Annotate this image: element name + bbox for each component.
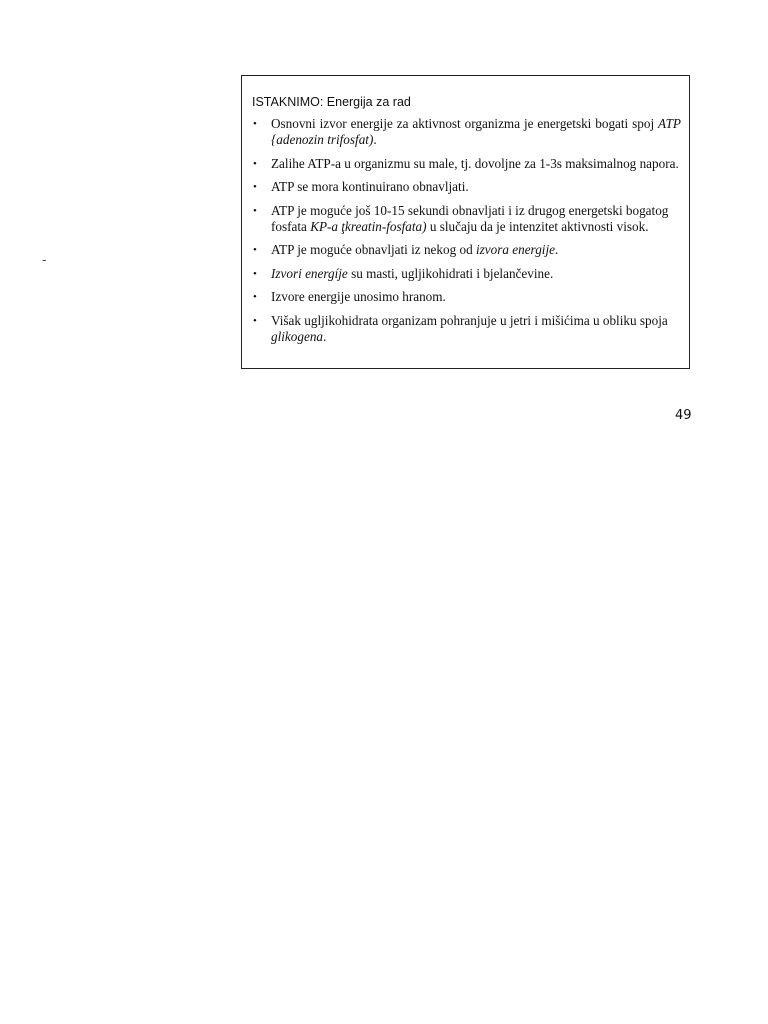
box-title: ISTAKNIMO: Energija za rad [252, 95, 411, 109]
item-text: Osnovni izvor energije za aktivnost organizma je energetski bogati spoj [271, 116, 659, 131]
list-item [252, 156, 681, 172]
bullet-list [252, 116, 681, 345]
item-text: . [554, 242, 559, 257]
list-item [252, 116, 681, 148]
bullet-icon: • [253, 267, 257, 280]
item-italic: KP-a ţkreatin-fosfata) [310, 218, 427, 234]
bullet-icon: • [253, 118, 257, 130]
list-item [252, 289, 681, 305]
item-text: Višak ugljikohidrata organizam pohranjuje u jetri i mišićima u obliku spoja [271, 312, 668, 328]
item-italic: izvora energije [475, 242, 555, 257]
item-text: u slučaju da je intenzitet aktivnosti visok. [426, 218, 649, 234]
list-item [252, 203, 681, 235]
bullet-icon: • [253, 181, 257, 193]
page-number: 49 [675, 408, 692, 423]
list-item [252, 242, 681, 258]
bullet-icon: • [253, 314, 257, 327]
item-text: ATP se mora kontinuirano obnavljati. [271, 179, 469, 194]
margin-dash: - [42, 252, 47, 267]
bullet-icon: • [253, 204, 257, 217]
item-italic: glikogena [271, 328, 324, 344]
list-item [252, 313, 681, 345]
item-italic: Izvori energíje [271, 265, 348, 281]
item-text: ATP je moguće još 10-15 sekundi obnavljati i iz drugog energetski bogatog fosfata [271, 202, 669, 234]
highlight-box [241, 75, 690, 369]
list-item [252, 266, 681, 282]
item-text: Zalihe ATP-a u organizmu su male, tj. dovoljne za 1-3s maksimalnog napora. [271, 155, 679, 171]
item-text: Izvore energije unosimo hranom. [271, 289, 446, 304]
item-italic: ATP {adenozin trifosfat) [271, 116, 681, 147]
item-text: ATP je moguće obnavljati iz nekog od [271, 242, 476, 257]
bullet-icon: • [253, 291, 257, 303]
list-item [252, 179, 681, 195]
bullet-icon: • [253, 157, 257, 170]
item-text: . [323, 328, 327, 344]
bullet-icon: • [253, 244, 257, 256]
item-text: su masti, ugljikohidrati i bjelančevine. [347, 265, 554, 281]
item-text: . [373, 132, 377, 147]
